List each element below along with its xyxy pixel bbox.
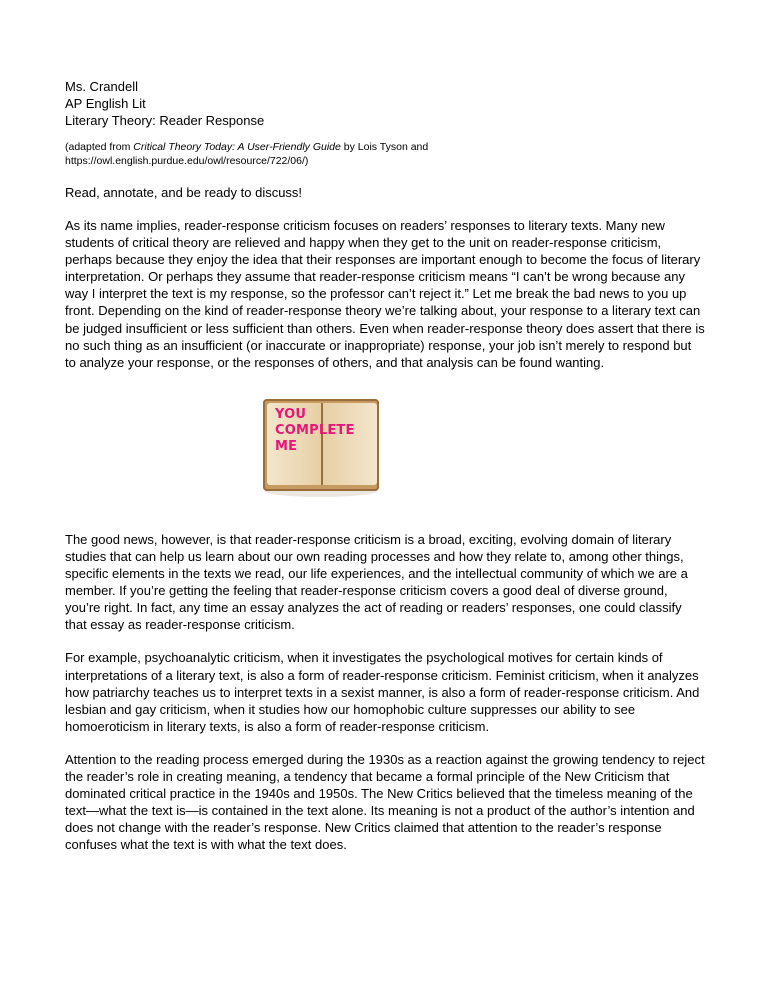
book-caption-line-1: YOU <box>275 406 307 422</box>
paragraph-3: For example, psychoanalytic criticism, when it investigates the psychological motives for certain kinds of interpretations of a literary text, is also a form of reader-response criticism. Feminist criticism, when it analyzes how patriarchy teaches us to interpret texts in a sexist manner, is also a form of reader-response criticism. And lesbian and gay criticism, when it studies how our homophobic culture suppresses our ability to see homoeroticism in literary texts, is also a form of reader-response criticism. <box>65 650 700 734</box>
source-book-title: Critical Theory Today: A User-Friendly Guide <box>133 141 341 153</box>
paragraph-4: Attention to the reading process emerged during the 1930s as a reaction against the growing tendency to reject the reader’s role in creating meaning, a tendency that became a formal principle of the New Criticism that dominated critical practice in the 1940s and 1950s. The New Critics believed that the timeless meaning of the text—what the text is—is contained in the text alone. Its meaning is not a product of the author’s intention and does not change with the reader’s response. New Critics claimed that attention to the reader’s response confuses what the text is with what the text does. <box>65 751 705 853</box>
book-caption-line-3: ME <box>275 438 298 454</box>
book-caption-line-2: COMPLETE <box>275 422 355 438</box>
source-citation <box>65 140 705 168</box>
paragraph-2: The good news, however, is that reader-response criticism is a broad, exciting, evolving domain of literary studies that can help us learn about our own reading processes and how they relate to, among other things, specific elements in the texts we read, our life experiences, and the intellectual community of which we are a member. If you’re getting the feeling that reader-response criticism covers a good deal of diverse ground, you’re right. In fact, any time an essay analyzes the act of reading or readers’ responses, one could classify that essay as reader-response criticism. <box>65 531 688 633</box>
document-page <box>65 78 705 853</box>
paragraph-1: As its name implies, reader-response criticism focuses on readers’ responses to literary texts. Many new students of critical theory are relieved and happy when they get to the unit on reader-response criticism, perhaps because they enjoy the idea that their responses are important enough to become the focus of literary interpretation. Or perhaps they assume that reader-response criticism means “I can’t be wrong because any way I interpret the text is my response, so the professor can’t reject it.” Let me break the bad news to you up front. Depending on the kind of reader-response theory we’re talking about, your response to a literary text can be judged insufficient or less sufficient than others. Even when reader-response theory does assert that there is no such thing as an insufficient (or inaccurate or inappropriate) response, your job isn’t merely to respond but to analyze your response, or the responses of others, and that analysis can be found wanting. <box>65 218 705 370</box>
course-name: AP English Lit <box>65 96 146 111</box>
source-suffix: by Lois Tyson and <box>340 141 429 153</box>
book-caption <box>275 407 355 455</box>
instructions: Read, annotate, and be ready to discuss! <box>65 185 303 200</box>
source-prefix: (adapted from <box>65 141 134 153</box>
teacher-name: Ms. Crandell <box>65 79 138 94</box>
document-title: Literary Theory: Reader Response <box>65 113 265 128</box>
open-book-image <box>255 385 385 515</box>
source-url: https://owl.english.purdue.edu/owl/resource/722/06/) <box>65 155 309 167</box>
